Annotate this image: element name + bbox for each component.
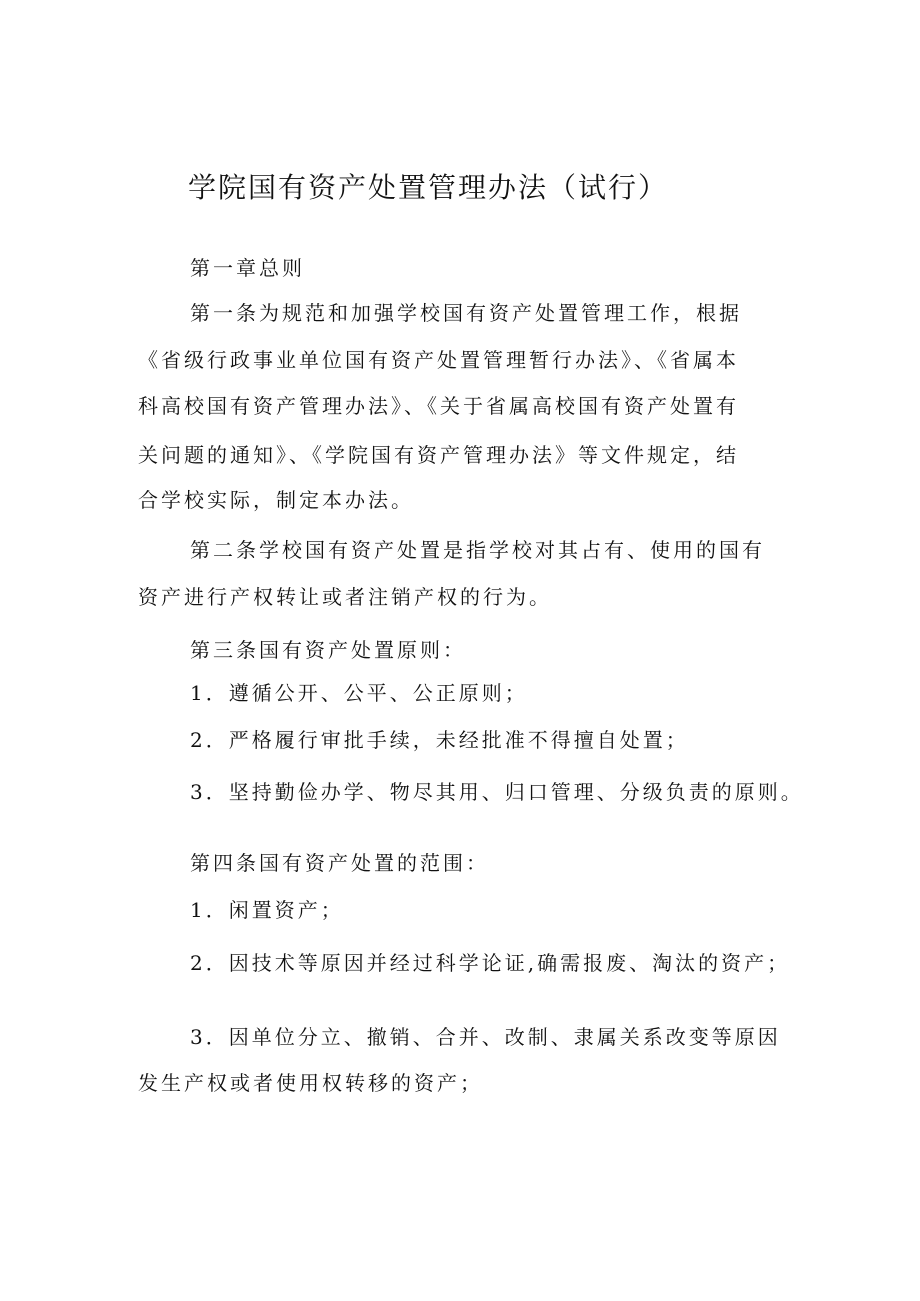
list-item: 3．坚持勤俭办学、物尽其用、归口管理、分级负责的原则。 [190,780,804,804]
list-item: 3．因单位分立、撤销、合并、改制、隶属关系改变等原因 [190,1025,781,1049]
paragraph-line: 关问题的通知》、《学院国有资产管理办法》等文件规定，结 [138,443,739,467]
paragraph-line: 合学校实际，制定本办法。 [138,488,414,512]
paragraph-line: 第四条国有资产处置的范围： [190,851,489,875]
list-item: 2．严格履行审批手续，未经批准不得擅自处置； [190,728,689,752]
list-item: 2．因技术等原因并经过科学论证,确需报废、淘汰的资产； [190,951,791,975]
paragraph-line: 第二条学校国有资产处置是指学校对其占有、使用的国有 [190,538,765,562]
document-title: 学院国有资产处置管理办法（试行） [188,171,669,204]
chapter-heading: 第一章总则 [190,256,305,280]
paragraph-line: 发生产权或者使用权转移的资产； [138,1071,483,1095]
paragraph-line: 科高校国有资产管理办法》、《关于省属高校国有资产处置有 [138,394,739,418]
paragraph-line: 第一条为规范和加强学校国有资产处置管理工作，根据 [190,301,742,325]
paragraph-line: 资产进行产权转让或者注销产权的行为。 [138,585,552,609]
list-item: 1．闲置资产； [190,898,344,922]
paragraph-line: 《省级行政事业单位国有资产处置管理暂行办法》、《省属本 [138,348,739,372]
list-item: 1．遵循公开、公平、公正原则； [190,681,528,705]
paragraph-line: 第三条国有资产处置原则： [190,638,466,662]
